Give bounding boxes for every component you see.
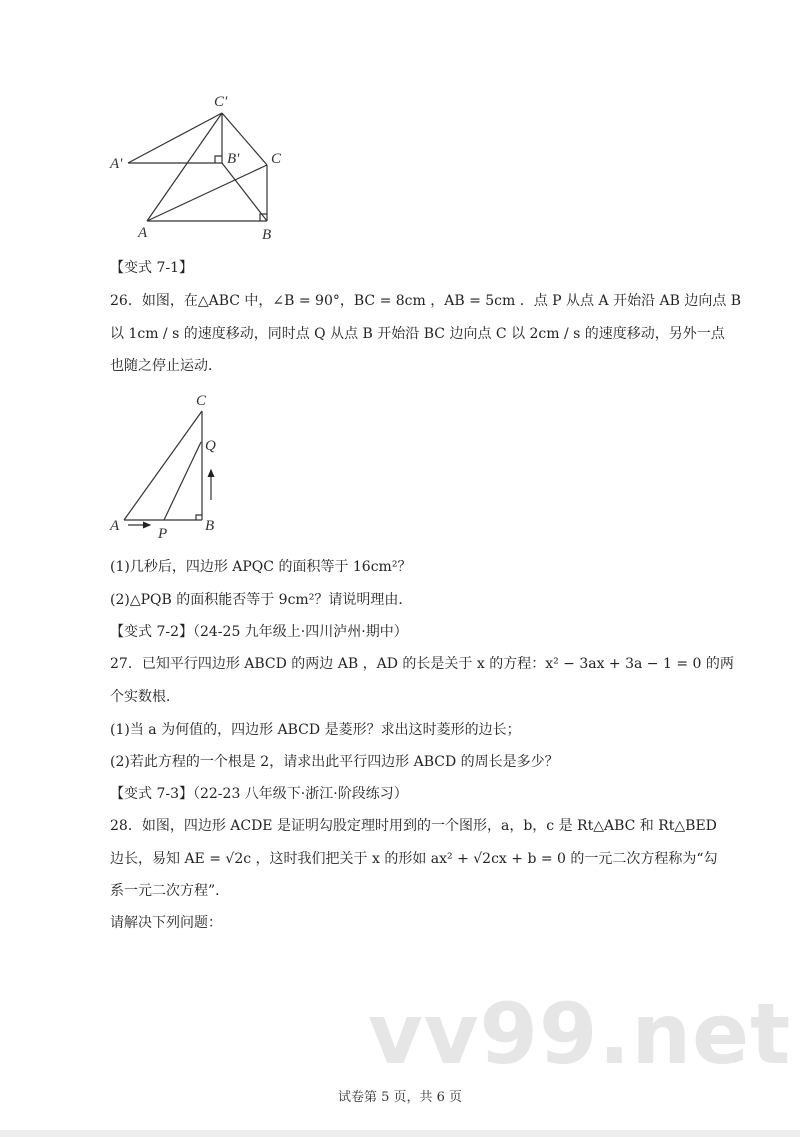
question-28-prompt: 请解决下列问题： xyxy=(110,915,222,931)
question-27-text: 27．已知平行四边形 ABCD 的两边 AB ，AD 的长是关于 x 的方程：x² − 3ax + 3a − 1 = 0 的两 xyxy=(110,656,734,672)
question-28-text: 系一元二次方程”． xyxy=(110,883,230,899)
question-26-text: 26．如图，在△ABC 中，∠B = 90°，BC = 8cm ，AB = 5cm ．点 P 从点 A 开始沿 AB 边向点 B xyxy=(110,293,742,309)
label-b: B xyxy=(205,518,215,534)
label-a: A xyxy=(138,225,148,241)
question-26-part-2: (2)△PQB 的面积能否等于 9cm²？请说明理由． xyxy=(110,592,413,608)
question-26-part-1: (1)几秒后，四边形 APQC 的面积等于 16cm²？ xyxy=(110,559,412,575)
label-p: P xyxy=(158,526,168,542)
label-c: C xyxy=(196,393,207,409)
question-27-text: 个实数根． xyxy=(110,689,180,705)
question-26-text: 也随之停止运动． xyxy=(110,358,222,374)
label-a: A xyxy=(110,518,120,534)
figure-rotated-triangles xyxy=(100,80,300,250)
question-26-text: 以 1cm / s 的速度移动，同时点 Q 从点 B 开始沿 BC 边向点 C 以 2cm / s 的速度移动，另外一点 xyxy=(110,326,725,342)
label-b: B xyxy=(262,227,272,243)
label-b-prime: B' xyxy=(227,151,240,167)
label-c-prime: C' xyxy=(214,94,228,110)
label-q: Q xyxy=(205,438,216,454)
page-footer: 试卷第 5 页，共 6 页 xyxy=(337,1090,463,1105)
watermark: vv99.net xyxy=(368,985,792,1083)
question-28-text: 边长，易知 AE = √2c ，这时我们把关于 x 的形如 ax² + √2cx + b = 0 的一元二次方程称为“勾 xyxy=(110,851,718,867)
question-28-text: 28．如图，四边形 ACDE 是证明勾股定理时用到的一个图形，a，b，c 是 Rt△ABC 和 Rt△BED xyxy=(110,818,717,834)
label-a-prime: A' xyxy=(110,156,123,172)
figure-moving-points-triangle xyxy=(100,380,250,550)
question-27-part-2: (2)若此方程的一个根是 2，请求出此平行四边形 ABCD 的周长是多少？ xyxy=(110,754,559,770)
variant-heading-7-2: 【变式 7-2】（24-25 九年级上·四川泸州·期中） xyxy=(110,624,408,640)
variant-heading-7-3: 【变式 7-3】（22-23 八年级下·浙江·阶段练习） xyxy=(110,786,408,802)
page-bottom-edge xyxy=(0,1130,800,1137)
question-27-part-1: (1)当 a 为何值的，四边形 ABCD 是菱形？求出这时菱形的边长； xyxy=(110,722,521,738)
label-c: C xyxy=(271,151,282,167)
variant-heading-7-1: 【变式 7-1】 xyxy=(110,260,193,276)
